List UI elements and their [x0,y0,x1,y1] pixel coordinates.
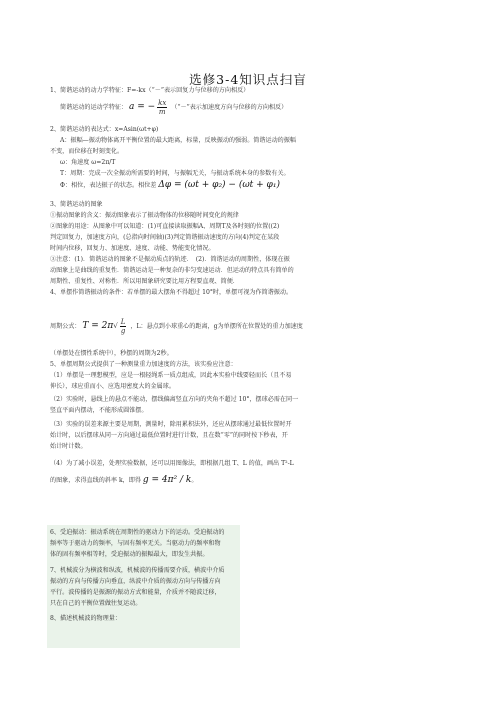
line-exp-4b [50,476,197,485]
line-exp-3a: （3）实验的误差来源主要是周期，测量时，除用累积法外，还应从摆球通过最低位置时开 [50,421,292,428]
heading-graph: 3、简谐运动的图象 [50,201,103,208]
line-graph-note-1: ③注意：(1)．简谐运动的图象不是振动质点的轨迹． (2)．简谐运动的周期性，体现在振 [50,256,290,263]
line-exp-4b-end: 。 [191,477,198,484]
line-exp-4b-label: 的图象，求得直线的斜率 k，即得 [50,477,141,484]
line-wave-1: 7、机械波分为横波和纵波，机械波的传播需要介质，横波中介质 [50,567,225,574]
formula-phase-difference: Δφ = (ωt + φ₂) − (ωt + φ₁) [158,180,280,190]
line-forced-2: 频率等于驱动力的频率，与固有频率无关。当驱动力的频率和物 [50,540,221,547]
formula-gravity: g = 4π² / k [142,475,192,485]
period-formula-label: 周期公式： [50,323,81,330]
line-exp-1b: 伸长），球应重而小、应选用密度大的金属球。 [50,383,175,390]
line-dynamics: 1、简谐运动的动力学特征：F=-kx（“－”表示回复力与位移的方向相反） [50,87,250,94]
line-expression: 2、简谐运动的表达式：x=Asin(ωt+φ) [50,126,159,133]
line-kinematics [60,99,287,116]
sqrt-icon: √ [113,322,118,330]
fraction-denominator: m [158,108,166,116]
formula-period: T = 2π [82,321,114,331]
line-phase [60,181,280,190]
line-forced-3: 体的固有频率相等时，受迫振动的振幅最大，即发生共振。 [50,551,209,558]
line-amplitude-cont: 不变，而位移在时刻变化。 [50,148,124,155]
line-exp-3c: 始计时计数。 [50,443,87,450]
line-graph-note-2: 动图象上是曲线的重复性．简谐运动是一种复杂的非匀变速运动．但运动的特点具有简单的 [50,267,294,274]
line-pendulum-condition: 4、单摆作简谐振动的条件：若单摆的最大摆角不得超过 10°时，单摆可视为作简谐振动。 [50,289,293,296]
line-exp-2a: （2）实验时，悬线上的悬点不能动，摆线偏离竖直方向的夹角不超过 10°，摆球必需在同一 [50,396,299,403]
line-amplitude: A：振幅—振动物体离开平衡位置的最大距离，标量，反映振动的强弱。简谐运动的振幅 [60,137,296,144]
period-formula-note: ，L：悬点到小球重心的距离，g为单摆所在位置处的重力加速度 [130,323,303,330]
line-phase-label: Φ：相位，表达振子的状态。相位差 [60,182,157,189]
fraction-kx-m [157,99,167,116]
page-title: 选修3-4知识点扫盲 [189,72,307,87]
line-period: T：周期：完成一次全振动所需要的时间，与振幅无关，与振动系统本身的参数有关。 [60,170,290,177]
line-forced-1: 6、受迫振动：振动系统在周期性的驱动力下的运动。受迫振动的 [50,529,225,536]
line-period-formula [50,318,303,335]
line-wave-2: 振动的方向与传播方向垂直，纵波中介质的振动方向与传播方向 [50,578,221,585]
formula-acceleration: a = − [128,102,156,112]
line-wave-3: 平行。波传播的是振源的振动方式和能量，介质并不随波迁移， [50,589,221,596]
line-graph-use-1: ②图象的用途：从图象中可以知道：(1)可直接读取振幅A、周期T及各时刻的位置((2) [50,223,280,230]
line-graph-meaning: ①振动图象的含义：振动图象表示了振动物体的位移随时间变化的规律 [50,212,239,219]
fraction-numerator: L [120,318,126,326]
fraction-l-g [120,318,127,335]
line-omega: ω：角速度 ω=2π/T [60,159,116,166]
line-period-note: （单摆处在惯性系统中），秒摆的周期为2秒。 [50,350,173,357]
fraction-denominator: g [120,327,126,335]
fraction-numerator: kx [158,99,167,107]
line-graph-note-3: 周期性、重复性、对称性．所以用图象研究要比用方程要直观、简便． [50,278,239,285]
line-exp-2b: 竖直平面内摆动，不能形成圆锥摆。 [50,407,148,414]
line-kinematics-label: 简谐运动的运动学特征： [60,104,128,111]
line-wave-quantities: 8、描述机械波的物理量： [50,615,121,622]
line-graph-use-3: 时间内位移，回复力、加速度、速度、动能、势能变化情况。 [50,245,215,252]
line-exp-1a: （1）单摆是一理想模型，应是一根轻绳系一质点组成，因此本实验中线要轻而长（且不易 [50,372,292,379]
line-exp-3b: 始计时，以后摆球从同一方向通过最低位置时进行计数，且在数“零”的同时按下秒表，开 [50,432,288,439]
heading-experiment: 5、单摆周期公式提供了一种测量重力加速度的方法，该实验应注意： [50,361,237,368]
line-kinematics-note: （“－”表示加速度方向与位移的方向相反） [171,104,288,111]
line-exp-4a: （4）为了减小误差，处理实验数据，还可以用图像法，即根据几组 T、L 的值，画出 T²-L [50,460,294,467]
line-graph-use-2: 判定回复力，加速度方向，(总指向时间轴)(3)判定简谐振动速度的方向(4)判定在某段 [50,234,280,241]
line-wave-4: 只在自己的平衡位置做往复运动。 [50,600,142,607]
